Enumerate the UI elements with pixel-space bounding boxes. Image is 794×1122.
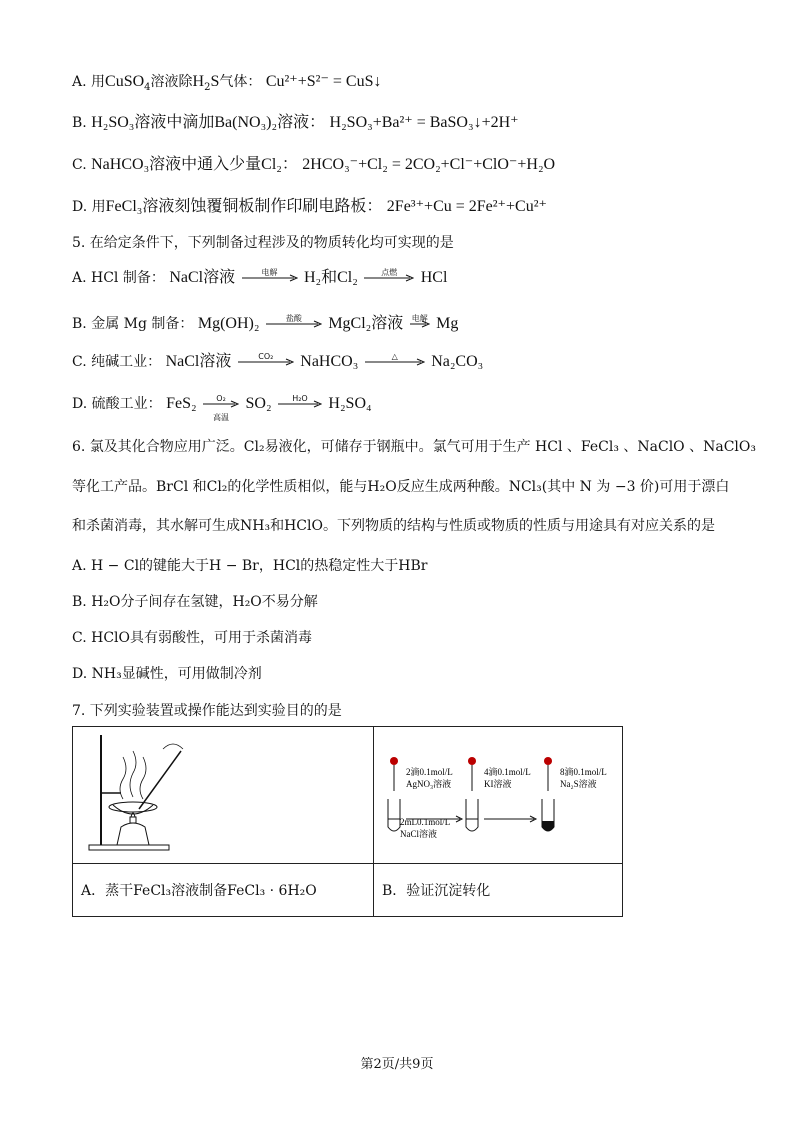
q6-paragraph-1: 6. 氯及其化合物应用广泛。Cl₂易液化，可储存于钢瓶中。氯气可用于生产 HCl 、FeCl₃ 、NaClO 、NaClO₃ [72,439,756,455]
q4-option-b [72,113,519,133]
q5-b-s2: MgCl₂溶液 [328,315,404,332]
l2a-text: 4滴0.1mol/L [484,767,531,777]
q5-b-s1: Mg(OH)₂ [197,315,260,332]
q5-d-label: D. 硫酸工业： [72,396,162,412]
l1a-text: 2滴0.1mol/L [406,767,453,777]
q5-b-arrow2 [410,314,430,328]
q7-a-figure-cell [73,727,374,864]
q5-a-label: A. HCl 制备： [72,270,165,286]
q5-b-arrow1 [266,314,322,328]
q7-a-caption: A．蒸干FeCl₃溶液制备FeCl₃ · 6H₂O [73,864,374,917]
q4-a-h2s-s: S [210,73,220,90]
l3a-text: 8滴0.1mol/L [560,767,607,777]
l3b-text: Na₂S溶液 [560,779,597,789]
q5-c-arrow2 [365,352,425,366]
l1b-text: AgNO₃溶液 [406,779,452,789]
l2b-text: KI溶液 [484,779,512,789]
q4-c-text: NaHCO₃溶液中通入少量Cl₂： [91,156,298,173]
q5-a-arrow1 [242,268,298,282]
q4-option-c [72,155,555,175]
evaporation-apparatus-figure [73,727,373,859]
q5-option-c [72,352,483,372]
q5-a-arrow2-label: 点燃 [381,268,398,277]
q4-a-suffix: 气体： [219,74,262,90]
q7-stem: 7. 下列实验装置或操作能达到实验目的的是 [72,703,342,719]
q7-options-table [72,726,623,917]
q5-a-arrow1-label: 电解 [261,268,278,277]
q5-c-s2: NaHCO₃ [300,353,359,370]
page-footer: 第2页/共9页 [360,1057,434,1072]
q6-option-d: D. NH₃显碱性，可用做制冷剂 [72,666,262,682]
q5-d-arrow2 [278,394,322,408]
q5-option-a [72,268,447,288]
q4-a-mid: 溶液除 [150,74,193,90]
q5-d-arrow1-below: 高温 [213,413,230,422]
q5-c-arrow1-label: CO₂ [258,352,274,361]
l4b-text: NaCl溶液 [400,829,437,839]
q5-d-arrow1 [203,394,239,422]
q4-a-formula: CuSO [105,73,145,90]
q5-c-arrow1 [238,352,294,366]
q5-b-arrow1-label: 盐酸 [285,314,302,323]
q5-c-label: C. 纯碱工业： [72,354,162,370]
q5-a-arrow2 [364,268,414,282]
q5-stem: 5. 在给定条件下，下列制备过程涉及的物质转化均可实现的是 [72,235,454,251]
q5-option-d [72,394,372,422]
q5-c-s1: NaCl溶液 [165,353,232,370]
q5-option-b [72,314,458,334]
q6-option-a: A. H − Cl的键能大于H − Br，HCl的热稳定性大于HBr [72,558,428,574]
precipitate-conversion-figure [374,727,622,859]
q4-c-prefix: C. [72,157,87,173]
q4-c-equation: 2HCO₃⁻+Cl₂ = 2CO₂+Cl⁻+ClO⁻+H₂O [302,156,556,173]
q5-d-s1: FeS₂ [166,395,197,412]
l4a-text: 2mL0.1mol/L [400,817,451,827]
q4-option-a [72,72,381,92]
q5-d-arrow2-label: H₂O [292,394,308,403]
q4-d-equation: 2Fe³⁺+Cu = 2Fe²⁺+Cu²⁺ [386,198,547,215]
q5-a-s2: H₂和Cl₂ [304,269,358,286]
q4-a-prefix: A. 用 [72,74,106,90]
q5-a-s1: NaCl溶液 [169,269,236,286]
q4-b-prefix: B. [72,115,87,131]
q4-a-h2s: H [192,73,205,90]
q5-d-s3: H₂SO₄ [328,395,372,412]
q7-b-caption: B．验证沉淀转化 [374,864,623,917]
q6-option-b: B. H₂O分子间存在氢键，H₂O不易分解 [72,594,318,610]
q6-paragraph-3: 和杀菌消毒，其水解可生成NH₃和HClO。下列物质的结构与性质或物质的性质与用途具有对应关系的是 [72,518,715,534]
q4-a-sub: 4 [144,81,151,93]
q5-a-s3: HCl [420,269,448,286]
q4-b-text: H₂SO₃溶液中滴加Ba(NO₃)₂溶液： [91,114,326,131]
q4-a-h2s-sub: 2 [204,81,211,93]
q5-b-arrow2-label: 电解 [411,314,428,323]
q5-c-s3: Na₂CO₃ [431,353,484,370]
q5-d-arrow1-label: O₂ [216,394,226,403]
q4-d-text: FeCl₃溶液刻蚀覆铜板制作印刷电路板： [105,198,383,215]
q5-d-s2: SO₂ [245,395,272,412]
q4-a-equation: Cu²⁺+S²⁻ = CuS↓ [265,73,382,90]
q5-c-arrow2-label: △ [391,352,398,361]
q6-paragraph-2: 等化工产品。BrCl 和Cl₂的化学性质相似，能与H₂O反应生成两种酸。NCl₃(其中 N 为 −3 价)可用于漂白 [72,479,730,495]
q4-d-prefix: D. 用 [72,199,106,215]
q5-b-s3: Mg [436,315,459,332]
q6-option-c: C. HClO具有弱酸性，可用于杀菌消毒 [72,630,312,646]
q4-b-equation: H₂SO₃+Ba²⁺ = BaSO₃↓+2H⁺ [329,114,519,131]
q5-b-label: B. 金属 Mg 制备： [72,316,194,332]
q7-b-figure-cell [374,727,623,864]
q4-option-d [72,197,547,217]
